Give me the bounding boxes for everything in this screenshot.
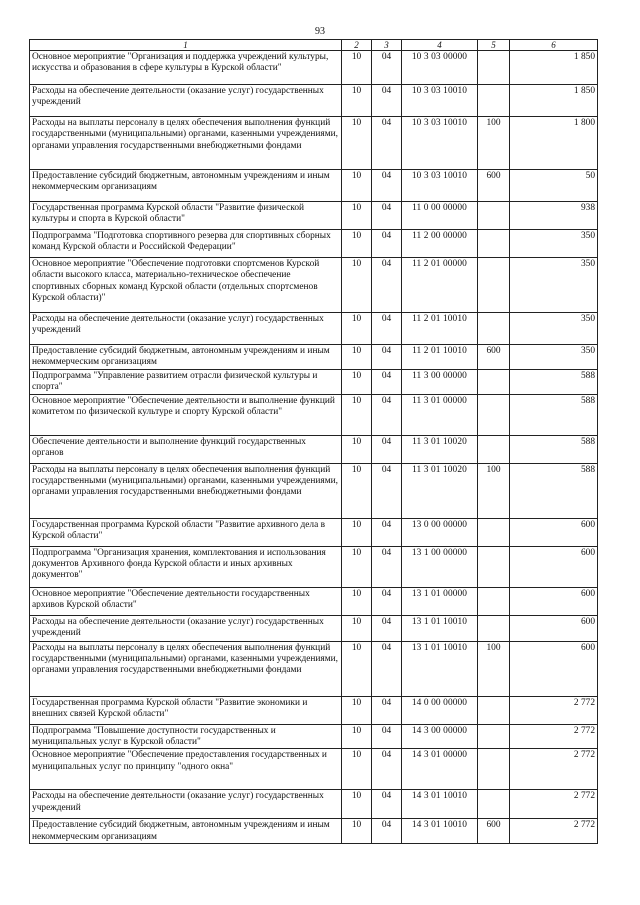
row-amount: 588 — [510, 369, 598, 394]
row-expense-type — [478, 230, 510, 258]
row-subsection: 04 — [372, 641, 402, 696]
row-name: Государственная программа Курской области "Развитие физической культуры и спорта в Курской области" — [30, 202, 342, 230]
row-expense-type — [478, 518, 510, 546]
row-subsection: 04 — [372, 345, 402, 370]
row-expense-type: 100 — [478, 463, 510, 518]
row-amount: 2 772 — [510, 724, 598, 749]
row-target-code: 14 0 00 00000 — [402, 696, 478, 724]
row-section: 10 — [342, 230, 372, 258]
row-name: Подпрограмма "Подготовка спортивного резерва для спортивных сборных команд Курской области и Российской Федерации" — [30, 230, 342, 258]
row-expense-type: 600 — [478, 819, 510, 844]
row-target-code: 11 2 01 00000 — [402, 258, 478, 313]
row-section: 10 — [342, 696, 372, 724]
row-target-code: 14 3 01 10010 — [402, 819, 478, 844]
row-subsection: 04 — [372, 518, 402, 546]
table-row — [30, 230, 598, 258]
row-amount: 600 — [510, 518, 598, 546]
row-amount: 2 772 — [510, 790, 598, 819]
row-section: 10 — [342, 394, 372, 435]
row-amount: 600 — [510, 615, 598, 641]
row-target-code: 13 1 01 00000 — [402, 587, 478, 615]
row-name: Государственная программа Курской области "Развитие архивного дела в Курской области" — [30, 518, 342, 546]
row-target-code: 11 0 00 00000 — [402, 202, 478, 230]
row-subsection: 04 — [372, 790, 402, 819]
table-header-row — [30, 40, 598, 51]
row-expense-type — [478, 85, 510, 117]
row-subsection: 04 — [372, 170, 402, 202]
row-subsection: 04 — [372, 394, 402, 435]
table-row — [30, 202, 598, 230]
row-amount: 938 — [510, 202, 598, 230]
row-name: Расходы на обеспечение деятельности (оказание услуг) государственных учреждений — [30, 790, 342, 819]
row-name: Подпрограмма "Управление развитием отрасли физической культуры и спорта" — [30, 369, 342, 394]
row-name: Основное мероприятие "Обеспечение подготовки спортсменов Курской области высокого класса, материально-техническое обеспечение спортивных сборных команд Курской области (отдельных спортсменов Курской области)" — [30, 258, 342, 313]
row-subsection: 04 — [372, 749, 402, 790]
row-amount: 1 850 — [510, 51, 598, 85]
table-row — [30, 790, 598, 819]
row-target-code: 10 3 03 10010 — [402, 117, 478, 170]
row-expense-type — [478, 587, 510, 615]
row-amount: 1 800 — [510, 117, 598, 170]
row-name: Расходы на выплаты персоналу в целях обеспечения выполнения функций государственными (муниципальными) органами, казенными учреждениями, органами управления государственными внебюджетными фондами — [30, 463, 342, 518]
row-section: 10 — [342, 819, 372, 844]
row-target-code: 13 1 00 00000 — [402, 546, 478, 587]
row-expense-type — [478, 435, 510, 463]
row-subsection: 04 — [372, 51, 402, 85]
table-row — [30, 641, 598, 696]
table-row — [30, 394, 598, 435]
row-section: 10 — [342, 546, 372, 587]
table-row — [30, 819, 598, 844]
budget-table — [29, 39, 598, 844]
row-amount: 588 — [510, 394, 598, 435]
row-section: 10 — [342, 518, 372, 546]
page-number: 93 — [315, 26, 325, 37]
table-row — [30, 435, 598, 463]
row-name: Расходы на обеспечение деятельности (оказание услуг) государственных учреждений — [30, 313, 342, 345]
row-expense-type — [478, 369, 510, 394]
row-expense-type — [478, 51, 510, 85]
row-target-code: 14 3 00 00000 — [402, 724, 478, 749]
table-row — [30, 51, 598, 85]
row-subsection: 04 — [372, 463, 402, 518]
row-name: Расходы на обеспечение деятельности (оказание услуг) государственных учреждений — [30, 615, 342, 641]
table-row — [30, 345, 598, 370]
table-row — [30, 313, 598, 345]
row-target-code: 11 2 01 10010 — [402, 313, 478, 345]
row-name: Расходы на выплаты персоналу в целях обеспечения выполнения функций государственными (муниципальными) органами, казенными учреждениями, органами управления государственными внебюджетными фондами — [30, 641, 342, 696]
row-section: 10 — [342, 85, 372, 117]
row-subsection: 04 — [372, 724, 402, 749]
row-section: 10 — [342, 369, 372, 394]
row-target-code: 11 3 01 10020 — [402, 435, 478, 463]
row-amount: 350 — [510, 313, 598, 345]
row-expense-type — [478, 696, 510, 724]
row-target-code: 11 2 01 10010 — [402, 345, 478, 370]
header-col-2: 2 — [342, 40, 372, 51]
row-target-code: 10 3 03 10010 — [402, 85, 478, 117]
row-subsection: 04 — [372, 313, 402, 345]
row-section: 10 — [342, 202, 372, 230]
row-amount: 2 772 — [510, 749, 598, 790]
row-subsection: 04 — [372, 202, 402, 230]
row-expense-type — [478, 394, 510, 435]
row-section: 10 — [342, 615, 372, 641]
header-col-3: 3 — [372, 40, 402, 51]
row-expense-type: 100 — [478, 641, 510, 696]
row-section: 10 — [342, 51, 372, 85]
row-target-code: 11 3 01 10020 — [402, 463, 478, 518]
row-target-code: 11 2 00 00000 — [402, 230, 478, 258]
row-expense-type — [478, 258, 510, 313]
header-col-5: 5 — [478, 40, 510, 51]
row-subsection: 04 — [372, 117, 402, 170]
row-section: 10 — [342, 313, 372, 345]
table-row — [30, 463, 598, 518]
table-row — [30, 518, 598, 546]
row-section: 10 — [342, 587, 372, 615]
row-name: Предоставление субсидий бюджетным, автономным учреждениям и иным некоммерческим организациям — [30, 819, 342, 844]
row-section: 10 — [342, 749, 372, 790]
row-subsection: 04 — [372, 546, 402, 587]
table-row — [30, 369, 598, 394]
row-name: Предоставление субсидий бюджетным, автономным учреждениям и иным некоммерческим организациям — [30, 345, 342, 370]
row-expense-type — [478, 615, 510, 641]
row-subsection: 04 — [372, 615, 402, 641]
table-row — [30, 749, 598, 790]
table-row — [30, 170, 598, 202]
table-row — [30, 117, 598, 170]
row-name: Обеспечение деятельности и выполнение функций государственных органов — [30, 435, 342, 463]
table-body — [30, 51, 598, 844]
header-col-1: 1 — [30, 40, 342, 51]
table-row — [30, 258, 598, 313]
row-expense-type — [478, 749, 510, 790]
row-target-code: 11 3 01 00000 — [402, 394, 478, 435]
row-name: Подпрограмма "Повышение доступности государственных и муниципальных услуг в Курской области" — [30, 724, 342, 749]
row-section: 10 — [342, 641, 372, 696]
row-subsection: 04 — [372, 696, 402, 724]
row-name: Основное мероприятие "Обеспечение деятельности и выполнение функций комитетом по физической культуре и спорту Курской области" — [30, 394, 342, 435]
table-row — [30, 85, 598, 117]
row-target-code: 14 3 01 10010 — [402, 790, 478, 819]
row-target-code: 13 1 01 10010 — [402, 615, 478, 641]
row-name: Расходы на выплаты персоналу в целях обеспечения выполнения функций государственными (муниципальными) органами, казенными учреждениями, органами управления государственными внебюджетными фондами — [30, 117, 342, 170]
row-subsection: 04 — [372, 819, 402, 844]
table-row — [30, 615, 598, 641]
row-target-code: 10 3 03 00000 — [402, 51, 478, 85]
row-subsection: 04 — [372, 85, 402, 117]
row-name: Основное мероприятие "Обеспечение деятельности государственных архивов Курской области" — [30, 587, 342, 615]
row-target-code: 13 0 00 00000 — [402, 518, 478, 546]
row-expense-type — [478, 202, 510, 230]
row-expense-type — [478, 546, 510, 587]
row-name: Расходы на обеспечение деятельности (оказание услуг) государственных учреждений — [30, 85, 342, 117]
table-row — [30, 587, 598, 615]
row-section: 10 — [342, 345, 372, 370]
row-name: Подпрограмма "Организация хранения, комплектования и использования документов Архивного фонда Курской области и иных архивных документов" — [30, 546, 342, 587]
header-col-4: 4 — [402, 40, 478, 51]
row-subsection: 04 — [372, 587, 402, 615]
row-amount: 600 — [510, 546, 598, 587]
table-row — [30, 696, 598, 724]
row-expense-type: 600 — [478, 170, 510, 202]
row-name: Основное мероприятие "Организация и поддержка учреждений культуры, искусства и образования в сфере культуры в Курской области" — [30, 51, 342, 85]
row-name: Предоставление субсидий бюджетным, автономным учреждениям и иным некоммерческим организациям — [30, 170, 342, 202]
table-row — [30, 724, 598, 749]
row-subsection: 04 — [372, 230, 402, 258]
table-row — [30, 546, 598, 587]
row-section: 10 — [342, 170, 372, 202]
row-expense-type: 600 — [478, 345, 510, 370]
row-section: 10 — [342, 790, 372, 819]
row-amount: 588 — [510, 435, 598, 463]
row-subsection: 04 — [372, 369, 402, 394]
row-target-code: 11 3 00 00000 — [402, 369, 478, 394]
row-amount: 50 — [510, 170, 598, 202]
header-col-6: 6 — [510, 40, 598, 51]
row-amount: 350 — [510, 258, 598, 313]
row-expense-type — [478, 790, 510, 819]
row-expense-type — [478, 724, 510, 749]
row-section: 10 — [342, 724, 372, 749]
row-expense-type — [478, 313, 510, 345]
row-amount: 588 — [510, 463, 598, 518]
row-target-code: 13 1 01 10010 — [402, 641, 478, 696]
row-amount: 2 772 — [510, 819, 598, 844]
row-name: Основное мероприятие "Обеспечение предоставления государственных и муниципальных услуг по принципу "одного окна" — [30, 749, 342, 790]
row-subsection: 04 — [372, 258, 402, 313]
row-target-code: 10 3 03 10010 — [402, 170, 478, 202]
row-subsection: 04 — [372, 435, 402, 463]
row-amount: 350 — [510, 230, 598, 258]
row-section: 10 — [342, 435, 372, 463]
row-amount: 600 — [510, 587, 598, 615]
row-amount: 600 — [510, 641, 598, 696]
row-amount: 1 850 — [510, 85, 598, 117]
row-amount: 2 772 — [510, 696, 598, 724]
row-section: 10 — [342, 258, 372, 313]
row-name: Государственная программа Курской области "Развитие экономики и внешних связей Курской области" — [30, 696, 342, 724]
row-target-code: 14 3 01 00000 — [402, 749, 478, 790]
row-section: 10 — [342, 117, 372, 170]
row-section: 10 — [342, 463, 372, 518]
row-expense-type: 100 — [478, 117, 510, 170]
row-amount: 350 — [510, 345, 598, 370]
